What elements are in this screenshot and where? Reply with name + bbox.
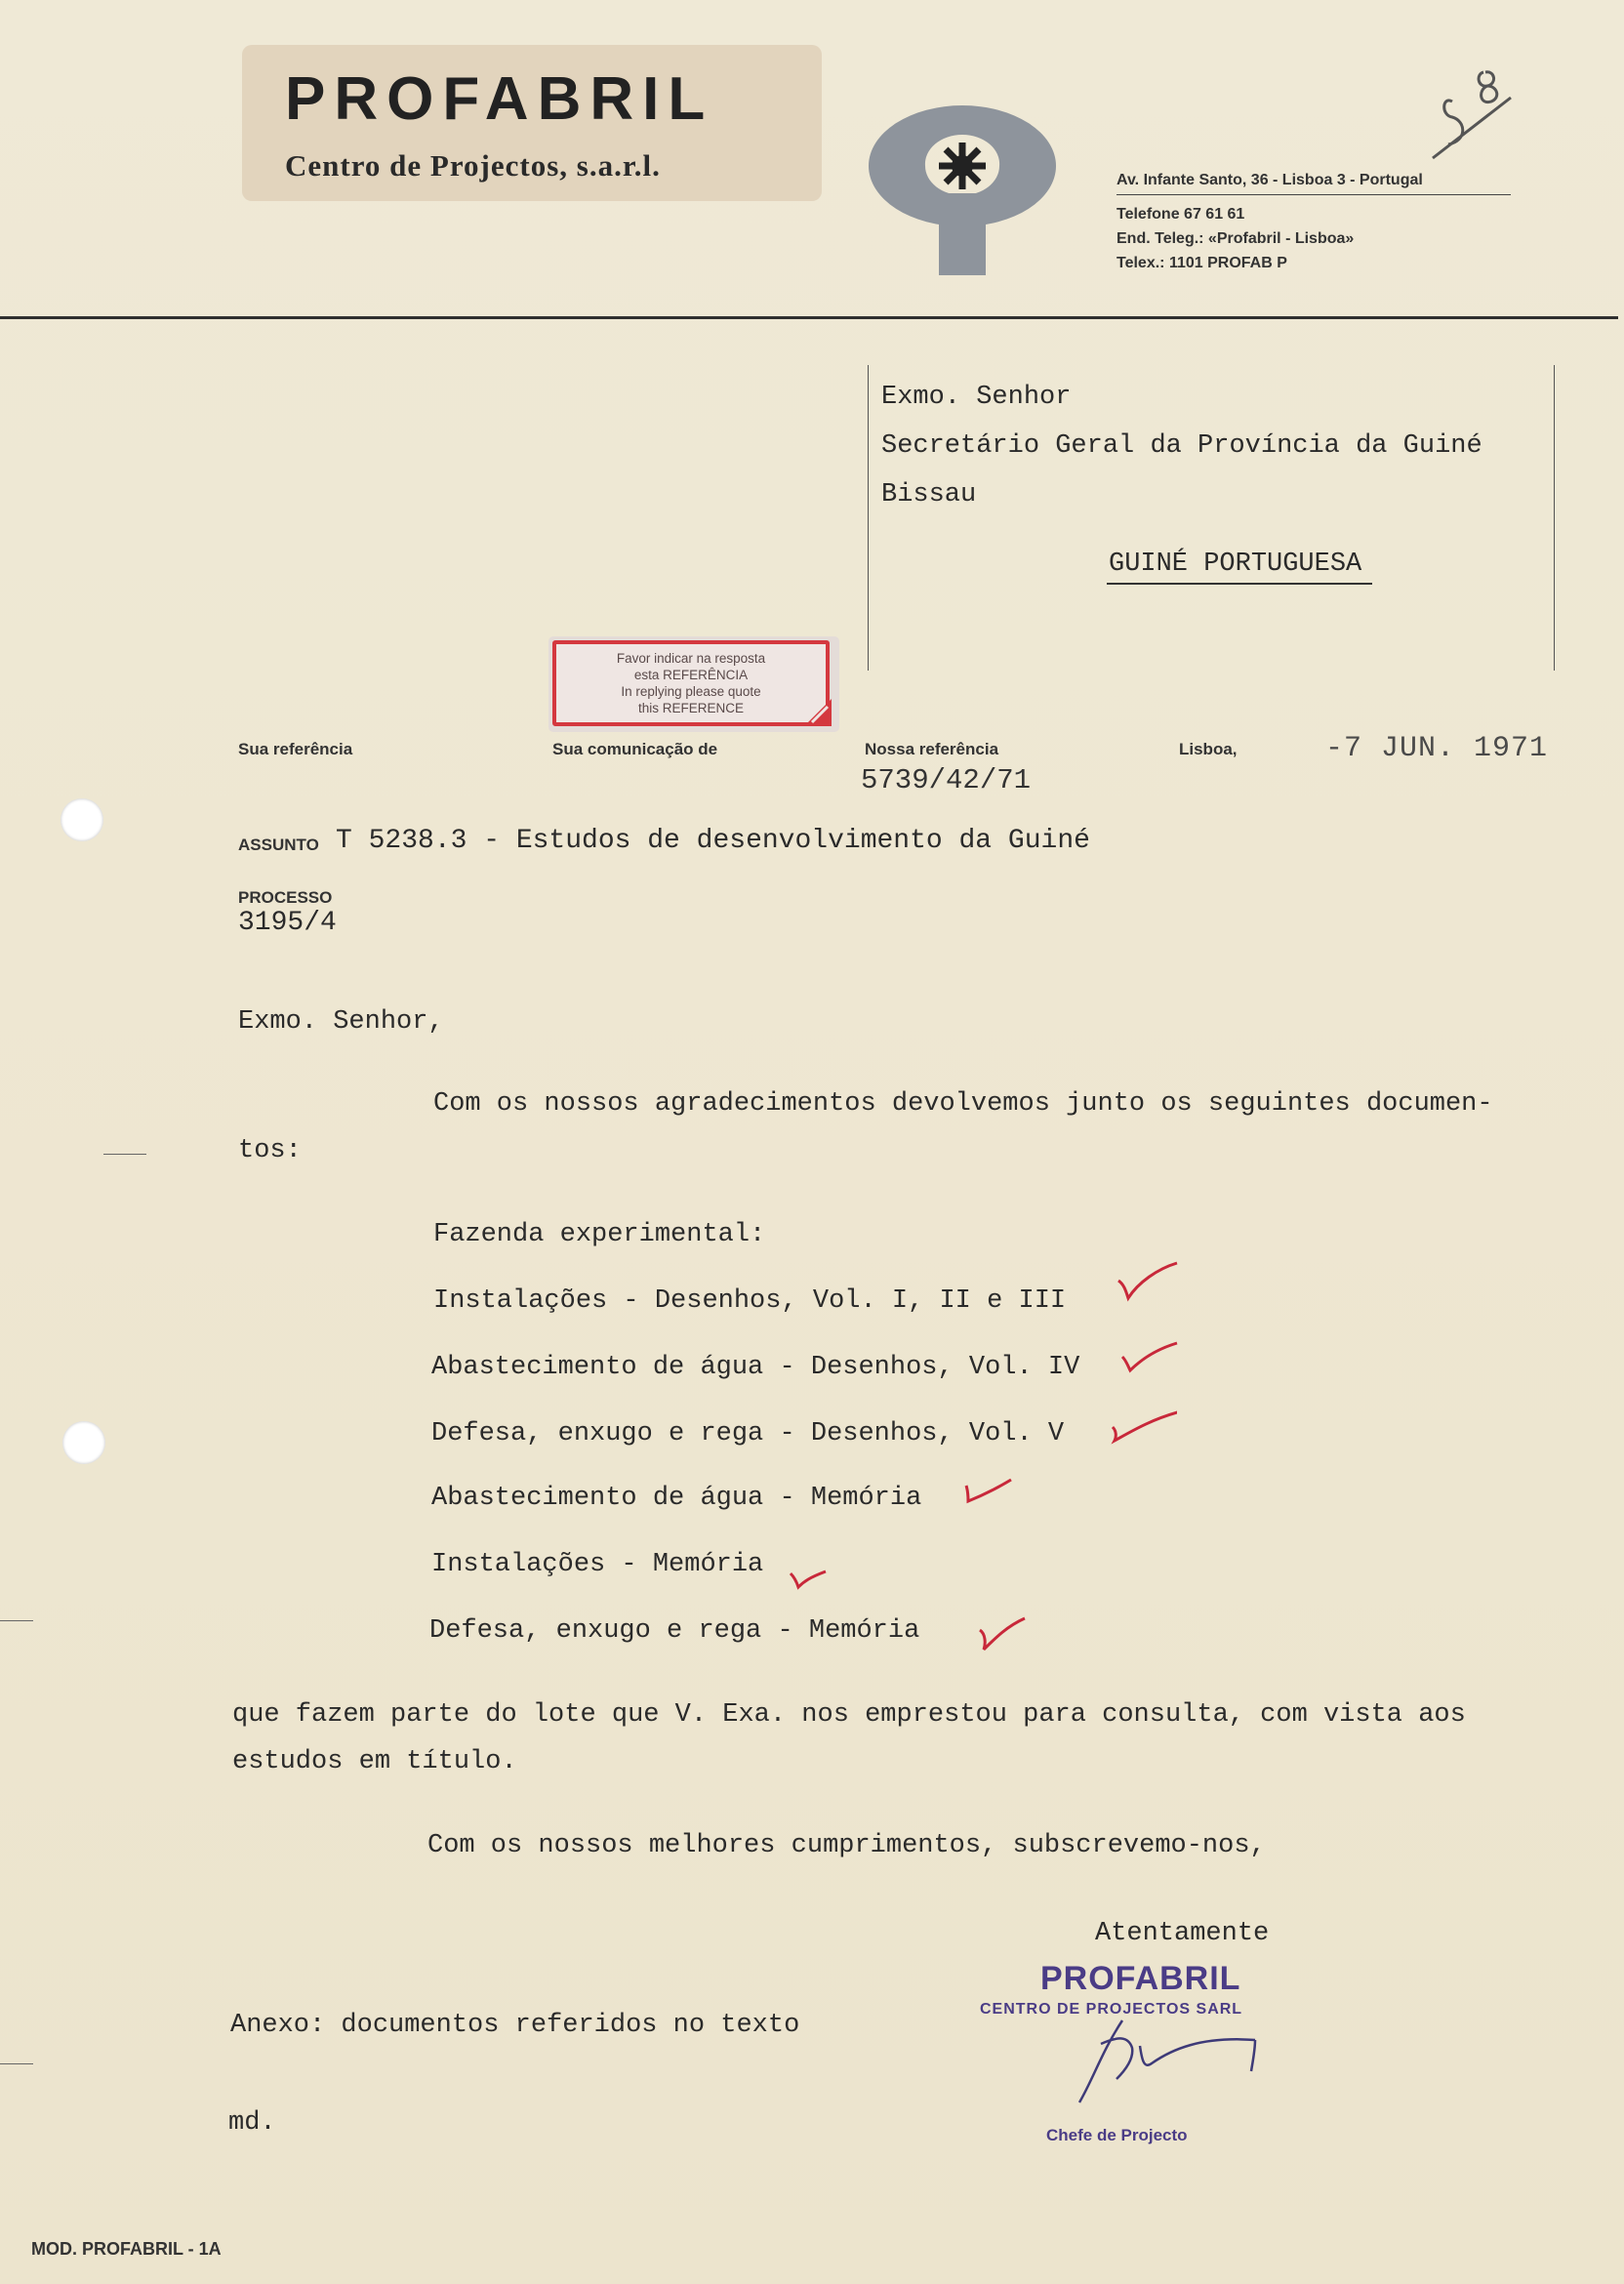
profabril-logo-icon: [869, 105, 1056, 275]
list-item: Instalações - Memória: [431, 1550, 764, 1579]
handwritten-signature-icon: [1064, 2001, 1308, 2108]
signer-role: Chefe de Projecto: [1046, 2126, 1188, 2144]
lisboa-label: Lisboa,: [1179, 740, 1238, 758]
country-underline: [1107, 583, 1372, 585]
letterhead-telegram: End. Teleg.: «Profabril - Lisboa»: [1116, 230, 1355, 247]
fold-mark: [103, 1154, 146, 1155]
check-mark-icon: [962, 1474, 1031, 1519]
letterhead-telex: Telex.: 1101 PROFAB P: [1116, 255, 1287, 271]
processo-label: PROCESSO: [238, 888, 333, 907]
letterhead-address: Av. Infante Santo, 36 - Lisboa 3 - Portugal: [1116, 172, 1423, 188]
reference-sticker-text: [552, 650, 830, 716]
stamp-company: PROFABRIL: [1040, 1960, 1241, 1997]
list-item: Instalações - Desenhos, Vol. I, II e III: [433, 1286, 1067, 1316]
assunto-value: T 5238.3 - Estudos de desenvolvimento da Guiné: [336, 826, 1090, 856]
sign-off: Atentamente: [1095, 1919, 1270, 1948]
letterhead-phone: Telefone 67 61 61: [1116, 206, 1245, 223]
handwritten-page-number: [1423, 57, 1530, 166]
nossa-referencia-label: Nossa referência: [865, 740, 999, 758]
check-mark-icon: [1118, 1337, 1187, 1382]
check-mark-icon: [1109, 1406, 1177, 1450]
fold-mark: [0, 1620, 33, 1621]
date-stamp: -7 JUN. 1971: [1325, 732, 1549, 765]
letterhead-rule: [0, 316, 1618, 319]
letterhead-brand: PROFABRIL: [285, 65, 714, 133]
list-heading: Fazenda experimental:: [433, 1220, 766, 1249]
sticker-corner-arrow-icon: [798, 693, 832, 726]
fold-mark: [0, 2063, 33, 2064]
recipient-salutation: Exmo. Senhor: [881, 383, 1072, 412]
letterhead-subtitle: Centro de Projectos, s.a.r.l.: [285, 148, 661, 183]
salutation: Exmo. Senhor,: [238, 1007, 444, 1037]
stamp-company-sub: CENTRO DE PROJECTOS SARL: [980, 2001, 1243, 2018]
list-item: Abastecimento de água - Memória: [431, 1484, 922, 1513]
recipient-city: Bissau: [881, 480, 977, 510]
sticker-line: esta REFERÊNCIA: [633, 668, 749, 682]
intro-line-1: Com os nossos agradecimentos devolvemos junto os seguintes documen-: [433, 1089, 1493, 1119]
list-item: Defesa, enxugo e rega - Memória: [429, 1616, 920, 1646]
recipient-frame-right: [1554, 365, 1555, 671]
sticker-line: In replying please quote: [621, 684, 761, 699]
list-item: Abastecimento de água - Desenhos, Vol. IV: [431, 1353, 1080, 1382]
closing-line-2: estudos em título.: [232, 1747, 517, 1776]
recipient-country: GUINÉ PORTUGUESA: [1109, 550, 1362, 579]
intro-line-2: tos:: [238, 1136, 302, 1165]
punch-hole: [61, 798, 103, 841]
assunto-label: ASSUNTO: [238, 836, 319, 854]
sticker-line: Favor indicar na resposta: [616, 651, 766, 666]
closing-line-1: que fazem parte do lote que V. Exa. nos emprestou para consulta, com vista aos: [232, 1700, 1466, 1730]
sua-referencia-label: Sua referência: [238, 740, 353, 758]
check-mark-icon: [1115, 1259, 1183, 1304]
processo-value: 3195/4: [238, 908, 337, 938]
address-divider: [1116, 194, 1511, 195]
check-mark-icon: [978, 1614, 1046, 1659]
form-code: MOD. PROFABRIL - 1A: [31, 2239, 222, 2259]
sticker-line: this REFERENCE: [637, 701, 745, 715]
nossa-referencia-value: 5739/42/71: [861, 764, 1032, 796]
check-mark-icon: [787, 1562, 855, 1607]
list-item: Defesa, enxugo e rega - Desenhos, Vol. V: [431, 1419, 1065, 1448]
recipient-title: Secretário Geral da Província da Guiné: [881, 431, 1482, 461]
punch-hole: [62, 1421, 105, 1464]
regards-line: Com os nossos melhores cumprimentos, subscrevemo-nos,: [427, 1831, 1266, 1860]
sua-comunicacao-label: Sua comunicação de: [552, 740, 718, 758]
typist-initials: md.: [228, 2108, 276, 2138]
recipient-frame-left: [868, 365, 869, 671]
annex-line: Anexo: documentos referidos no texto: [230, 2011, 800, 2040]
